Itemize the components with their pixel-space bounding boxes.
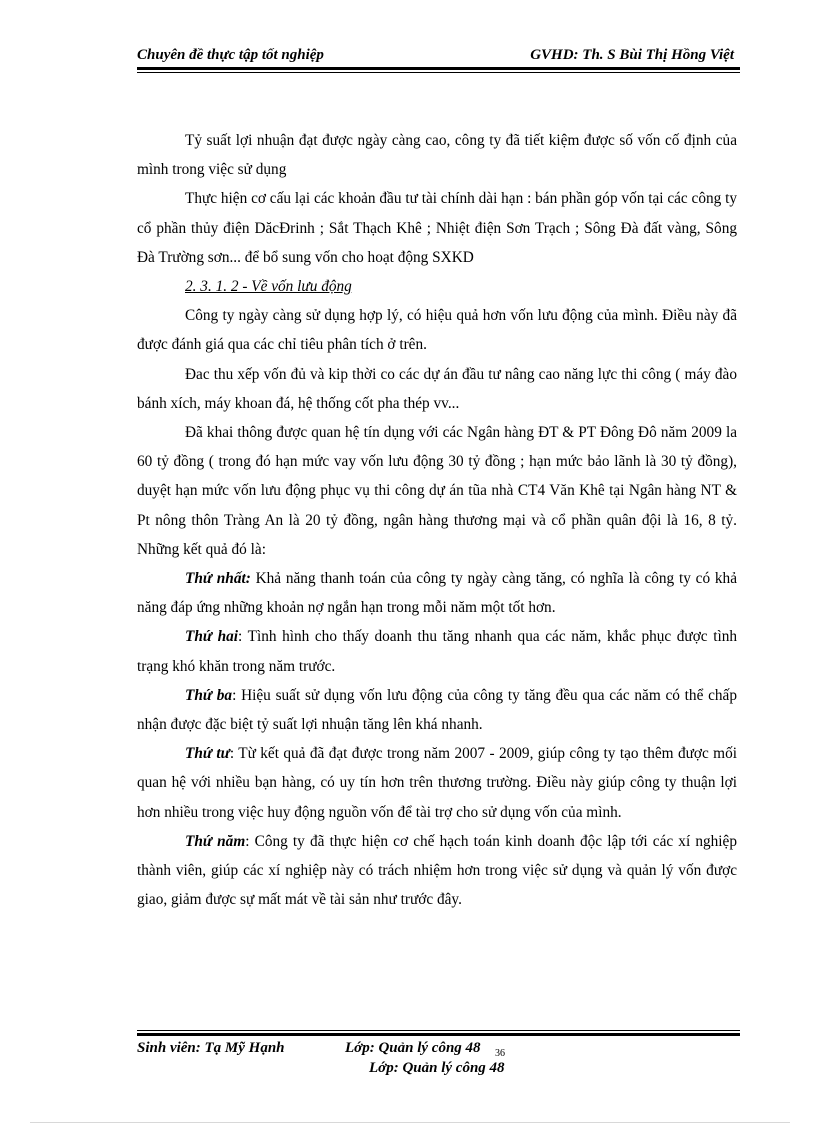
page-number: 36	[495, 1048, 505, 1059]
item-text: : Công ty đã thực hiện cơ chế hạch toán kinh doanh độc lập tới các xí nghiệp thành viên, giúp các xí nghiệp này có trách nhiệm hơn trong việc sử dụng và quản lý vốn được giao, giảm được sự mất mát về tài sản như trước đây.	[137, 832, 737, 909]
paragraph-2: Thực hiện cơ cấu lại các khoản đầu tư tài chính dài hạn : bán phần góp vốn tại các công ty cổ phần thủy điện DăcĐrinh ; Sắt Thạch Khê ; Nhiệt điện Sơn Trạch ; Sông Đà đất vàng, Sông Đà Trường sơn... để bổ sung vốn cho hoạt động SXKD	[137, 190, 737, 266]
header-rule-thin	[137, 72, 740, 73]
header-rule-thick	[137, 67, 740, 70]
list-item	[137, 622, 737, 680]
item-text: : Tình hình cho thấy doanh thu tăng nhanh qua các năm, khắc phục được tình trạng khó khăn trong năm trước.	[137, 628, 737, 675]
footer-student: Sinh viên: Tạ Mỹ Hạnh	[137, 1040, 285, 1056]
header-title: Chuyên đề thực tập tốt nghiệp	[137, 47, 324, 63]
list-item	[137, 739, 737, 827]
paragraph-4: Đac thu xếp vốn đủ và kip thời co các dự án đầu tư nâng cao năng lực thi công ( máy đào bánh xích, máy khoan đá, hệ thống cốt pha thép vv...	[137, 365, 737, 412]
item-text: Khả năng thanh toán của công ty ngày càng tăng, có nghĩa là công ty có khả năng đáp ứng những khoản nợ ngắn hạn trong mỗi năm một tốt hơn.	[137, 570, 737, 617]
header-advisor: GVHD: Th. S Bùi Thị Hồng Việt	[530, 47, 734, 63]
item-text: : Hiệu suất sử dụng vốn lưu động của công ty tăng đều qua các năm có thể chấp nhận được đặc biệt tỷ suất lợi nhuận tăng lên khá nhanh.	[137, 686, 737, 734]
section-subheading	[137, 272, 737, 301]
page-header	[137, 45, 740, 69]
item-label: Thứ ba	[185, 686, 233, 704]
footer-class: Lớp: Quản lý công 48	[345, 1040, 481, 1056]
list-item	[137, 827, 737, 915]
paragraph-3: Công ty ngày càng sử dụng hợp lý, có hiệu quả hơn vốn lưu động của mình. Điều này đã được đánh giá qua các chỉ tiêu phân tích ở trên.	[137, 307, 737, 354]
footer-rule-thin	[137, 1030, 740, 1031]
item-label: Thứ tư	[185, 745, 230, 763]
list-item	[137, 681, 737, 739]
item-label: Thứ năm	[185, 832, 246, 850]
footer-rule-thick	[137, 1033, 740, 1036]
paragraph-5: Đã khai thông được quan hệ tín dụng với các Ngân hàng ĐT & PT Đông Đô năm 2009 la 60 tỷ đồng ( trong đó hạn mức vay vốn lưu động 30 tỷ đồng ; hạn mức bảo lãnh là 30 tỷ đồng), duyệt hạn mức vốn lưu động phục vụ thi công dự án tũa nhà CT4 Văn Khê tại Ngân hàng NT & Pt nông thôn Tràng An là 20 tỷ đồng, ngân hàng thương mại và cổ phần quân đội là 16, 8 tỷ. Những kết quả đó là:	[137, 424, 737, 558]
body-text	[137, 126, 737, 914]
footer-class-repeat: Lớp: Quản lý công 48	[369, 1060, 505, 1076]
item-text: : Từ kết quả đã đạt được trong năm 2007 - 2009, giúp công ty tạo thêm được mối quan hệ với nhiều bạn hàng, có uy tín hơn trên thương trường. Điều này giúp công ty thuận lợi hơn nhiều trong việc huy động nguồn vốn để tài trợ cho sử dụng vốn của mình.	[137, 745, 737, 821]
item-label: Thứ nhất:	[185, 570, 251, 588]
item-label: Thứ hai	[185, 628, 239, 646]
subheading-text: 2. 3. 1. 2 - Về vốn lưu động	[185, 278, 352, 296]
page-footer	[137, 1040, 740, 1080]
paragraph-1: Tỷ suất lợi nhuận đạt được ngày càng cao, công ty đã tiết kiệm được số vốn cố định của mình trong việc sử dụng	[137, 132, 737, 179]
list-item	[137, 564, 737, 622]
